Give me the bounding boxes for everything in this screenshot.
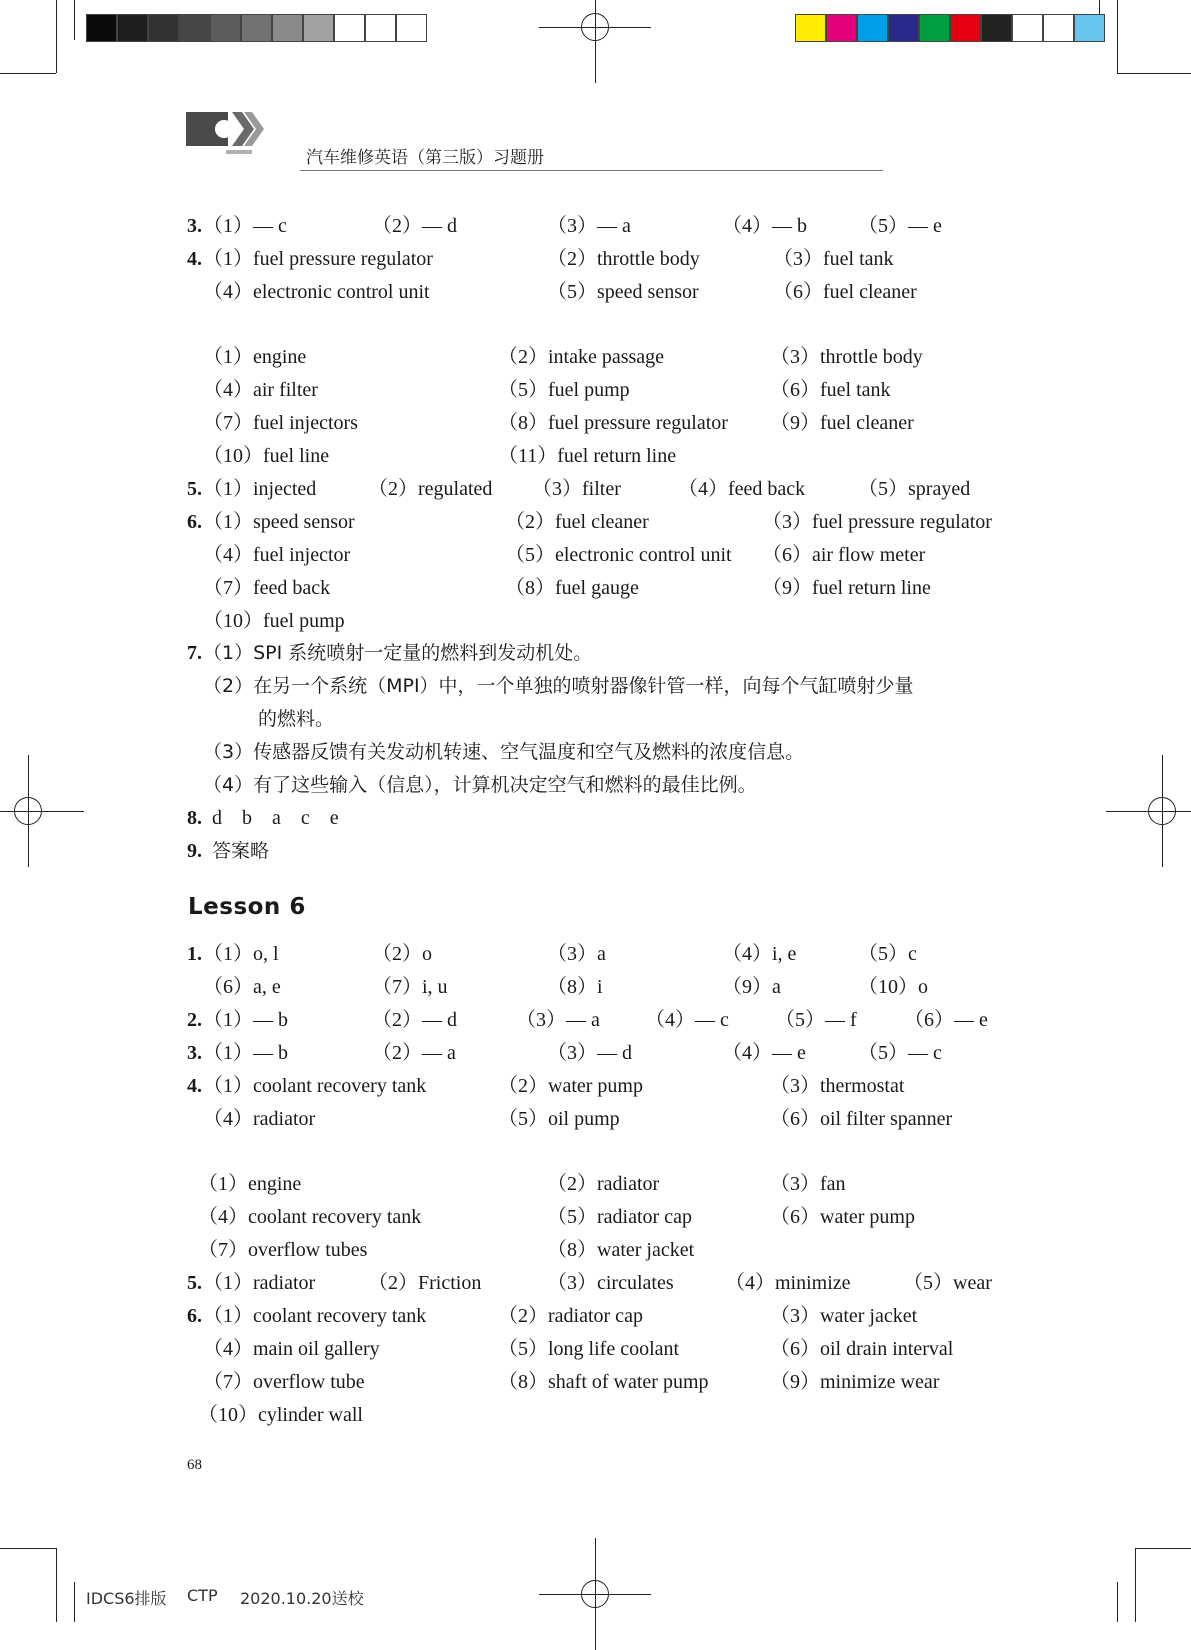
answer-item: （1）coolant recovery tank	[203, 1075, 427, 1097]
answer-item: （2）radiator	[547, 1173, 660, 1195]
answer-item: （7）overflow tube	[203, 1371, 365, 1393]
answer-item: （3）fuel pressure regulator	[762, 511, 992, 533]
answer-item: （3）fuel tank	[773, 248, 894, 270]
answer-item: （8）shaft of water pump	[498, 1371, 709, 1393]
answer-item: （3）— a	[516, 1009, 600, 1031]
answer-item: （2）intake passage	[498, 346, 665, 368]
answer-item: （6）fuel tank	[770, 379, 891, 401]
answer-item: （2）fuel cleaner	[505, 511, 649, 533]
question-number: 6.	[187, 1305, 202, 1327]
answer-item: （6）oil drain interval	[770, 1338, 954, 1360]
answer-item: （4）electronic control unit	[203, 281, 430, 303]
answer-item: （6）fuel cleaner	[773, 281, 917, 303]
question-number: 5.	[187, 478, 202, 500]
answer-item: （2）— d	[372, 215, 457, 237]
answer-item: （3）thermostat	[770, 1075, 905, 1097]
color-swatch	[365, 14, 396, 42]
answer-item: （3）circulates	[547, 1272, 674, 1294]
answer-item: （7）feed back	[203, 577, 331, 599]
question-number: 9.	[187, 840, 202, 862]
answer-item: （1）— b	[203, 1009, 288, 1031]
footer-ctp: CTP	[187, 1586, 218, 1605]
answer-item: （6）oil filter spanner	[770, 1108, 953, 1130]
answer-item: （8）fuel gauge	[505, 577, 639, 599]
answer-item: （2）regulated	[368, 478, 493, 500]
footer-layout: IDCS6排版	[86, 1589, 167, 1608]
answer-item: （5）fuel pump	[498, 379, 630, 401]
answer-item: （10）fuel line	[203, 445, 330, 467]
answer-item: （2）o	[372, 943, 432, 965]
answer-item: （2）radiator cap	[498, 1305, 643, 1327]
color-swatch	[1012, 14, 1043, 42]
crop-mark	[0, 1548, 56, 1549]
crop-mark	[1135, 1548, 1136, 1622]
answer-item: （1）— c	[203, 215, 287, 237]
answer-item: （6）air flow meter	[762, 544, 926, 566]
process-color-bar	[795, 14, 1105, 42]
question-number: 4.	[187, 1075, 202, 1097]
answer-item: （6）— e	[904, 1009, 988, 1031]
crop-mark	[1117, 0, 1118, 73]
answer-item: （10）cylinder wall	[198, 1404, 363, 1426]
answer-item: （4）— c	[645, 1009, 729, 1031]
answer-item: （1）fuel pressure regulator	[203, 248, 433, 270]
header-title: 汽车维修英语（第三版）习题册	[306, 148, 544, 168]
crop-mark	[56, 1548, 57, 1622]
answer-item: （7）i, u	[372, 976, 448, 998]
answer-item: （5）c	[858, 943, 917, 965]
answer-item: （1）— b	[203, 1042, 288, 1064]
crop-mark	[74, 0, 75, 40]
answer-item: （1）engine	[198, 1173, 302, 1195]
color-swatch	[210, 14, 241, 42]
question-number: 3.	[187, 1042, 202, 1064]
answer-item: （1）injected	[203, 478, 317, 500]
answer-item: （4）radiator	[203, 1108, 316, 1130]
answer-item: （4）— e	[722, 1042, 806, 1064]
answer-item: （9）minimize wear	[770, 1371, 940, 1393]
answer-item: （4）feed back	[678, 478, 806, 500]
answer-item: （1）speed sensor	[203, 511, 355, 533]
color-swatch	[1043, 14, 1074, 42]
answer-item: （1）o, l	[203, 943, 279, 965]
answer-item: （5）electronic control unit	[505, 544, 732, 566]
translation-line: （2）在另一个系统（MPI）中，一个单独的喷射器像针管一样，向每个气缸喷射少量	[203, 675, 914, 697]
answer-item: （2）— a	[372, 1042, 456, 1064]
color-swatch	[179, 14, 210, 42]
crop-mark	[1117, 1582, 1118, 1622]
answer-item: （2）Friction	[368, 1272, 482, 1294]
answer-item: （8）i	[547, 976, 603, 998]
answer-item: （5）radiator cap	[547, 1206, 692, 1228]
answer-item: （5）speed sensor	[547, 281, 699, 303]
translation-line: （4）有了这些输入（信息），计算机决定空气和燃料的最佳比例。	[203, 774, 757, 796]
answer-item: （4）air filter	[203, 379, 318, 401]
answer-item: （4）— b	[722, 215, 807, 237]
answer-item: （8）water jacket	[547, 1239, 695, 1261]
answer-item: （5）— c	[858, 1042, 942, 1064]
answer-item: （3）— a	[547, 215, 631, 237]
question-number: 6.	[187, 511, 202, 533]
translation-line: 的燃料。	[258, 708, 335, 730]
answer-item: d b a c e	[212, 807, 339, 829]
answer-item: （4）minimize	[725, 1272, 851, 1294]
question-number: 8.	[187, 807, 202, 829]
crop-mark	[74, 1582, 75, 1622]
answer-item: （1）radiator	[203, 1272, 316, 1294]
answer-item: （6）water pump	[770, 1206, 915, 1228]
answer-item: （2）water pump	[498, 1075, 643, 1097]
answer-item: （3）fan	[770, 1173, 846, 1195]
answer-item: 答案略	[212, 840, 270, 862]
color-swatch	[1074, 14, 1105, 42]
color-swatch	[86, 14, 117, 42]
answer-item: （11）fuel return line	[498, 445, 677, 467]
color-swatch	[826, 14, 857, 42]
footer-date: 2020.10.20送校	[240, 1589, 364, 1608]
color-swatch	[795, 14, 826, 42]
grayscale-color-bar	[86, 14, 427, 42]
question-number: 3.	[187, 215, 202, 237]
answer-item: （1）coolant recovery tank	[203, 1305, 427, 1327]
answer-item: （3）a	[547, 943, 606, 965]
answer-item: （9）a	[722, 976, 781, 998]
answer-item: （8）fuel pressure regulator	[498, 412, 728, 434]
color-swatch	[919, 14, 950, 42]
answer-item: （4）i, e	[722, 943, 797, 965]
answer-item: （7）fuel injectors	[203, 412, 358, 434]
question-number: 2.	[187, 1009, 202, 1031]
crop-mark	[1135, 1548, 1191, 1549]
crop-mark	[56, 0, 57, 73]
color-swatch	[117, 14, 148, 42]
translation-line: （3）传感器反馈有关发动机转速、空气温度和空气及燃料的浓度信息。	[203, 741, 805, 763]
translation-line: （1）SPI 系统喷射一定量的燃料到发动机处。	[203, 642, 593, 664]
crop-mark	[0, 73, 56, 74]
color-swatch	[888, 14, 919, 42]
answer-item: （9）fuel cleaner	[770, 412, 914, 434]
answer-item: （4）fuel injector	[203, 544, 351, 566]
answer-item: （10）o	[858, 976, 928, 998]
lesson-heading: Lesson 6	[188, 894, 306, 920]
question-number: 5.	[187, 1272, 202, 1294]
answer-item: （5）— e	[858, 215, 942, 237]
answer-item: （5）— f	[775, 1009, 857, 1031]
answer-item: （5）oil pump	[498, 1108, 620, 1130]
answer-item: （4）main oil gallery	[203, 1338, 380, 1360]
color-swatch	[950, 14, 981, 42]
answer-item: （4）coolant recovery tank	[198, 1206, 422, 1228]
answer-item: （3）throttle body	[770, 346, 923, 368]
answer-item: （5）wear	[903, 1272, 992, 1294]
answer-item: （7）overflow tubes	[198, 1239, 368, 1261]
answer-item: （10）fuel pump	[203, 610, 345, 632]
question-number: 7.	[187, 642, 202, 664]
answer-item: （2）throttle body	[547, 248, 700, 270]
color-swatch	[981, 14, 1012, 42]
answer-item: （5）long life coolant	[498, 1338, 680, 1360]
color-swatch	[303, 14, 334, 42]
chapter-logo-icon	[186, 110, 270, 158]
crop-mark	[1117, 73, 1191, 74]
question-number: 4.	[187, 248, 202, 270]
answer-item: （5）sprayed	[858, 478, 971, 500]
header-rule	[300, 170, 883, 171]
answer-item: （1）engine	[203, 346, 307, 368]
answer-item: （2）— d	[372, 1009, 457, 1031]
color-swatch	[334, 14, 365, 42]
page-number: 68	[187, 1457, 202, 1473]
answer-item: （6）a, e	[203, 976, 281, 998]
answer-item: （9）fuel return line	[762, 577, 931, 599]
answer-item: （3）filter	[532, 478, 621, 500]
question-number: 1.	[187, 943, 202, 965]
color-swatch	[272, 14, 303, 42]
answer-item: （3）water jacket	[770, 1305, 918, 1327]
color-swatch	[857, 14, 888, 42]
color-swatch	[396, 14, 427, 42]
color-swatch	[241, 14, 272, 42]
answer-item: （3）— d	[547, 1042, 632, 1064]
color-swatch	[148, 14, 179, 42]
